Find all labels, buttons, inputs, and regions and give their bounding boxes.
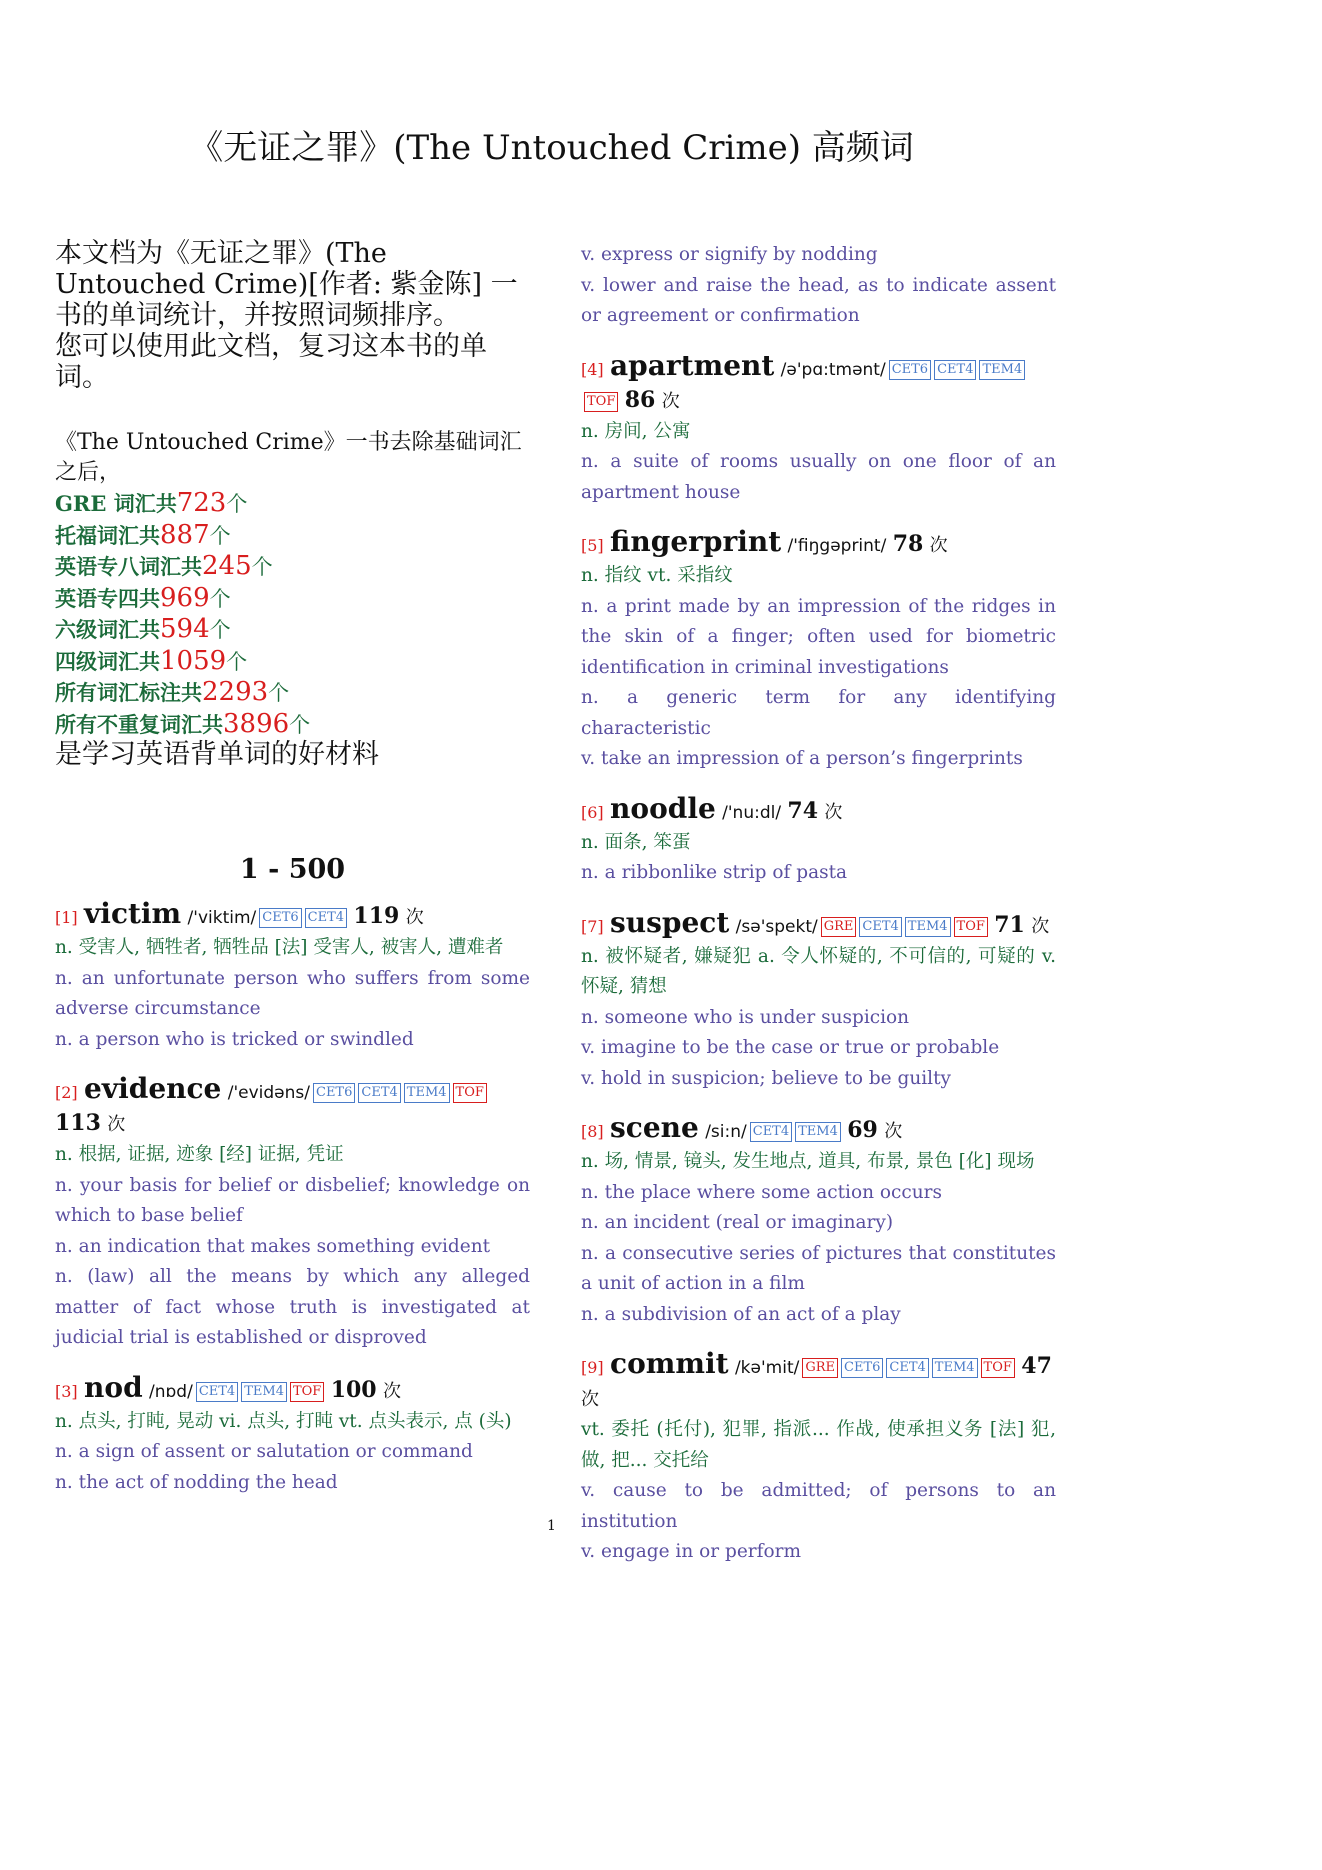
entry-index: [1] bbox=[55, 908, 78, 927]
headword: suspect bbox=[610, 905, 730, 939]
closing-text: 是学习英语背单词的好材料 bbox=[55, 739, 379, 770]
definition-line: v. take an impression of a person’s fingerprints bbox=[581, 748, 1023, 769]
frequency-unit: 次 bbox=[1031, 915, 1050, 937]
stat-unit: 个 bbox=[209, 586, 231, 611]
stat-label: 英语专八词汇共 bbox=[55, 554, 202, 579]
definition-line: n. 点头, 打盹, 晃动 vi. 点头, 打盹 vt. 点头表示, 点 (头) bbox=[55, 1410, 512, 1432]
frequency-count: 113 bbox=[55, 1110, 101, 1136]
definition-line: v. lower and raise the head, as to indicate assent or agreement or confirmation bbox=[581, 274, 1056, 326]
entry-index: [4] bbox=[581, 359, 604, 379]
stat-label: 所有不重复词汇共 bbox=[55, 711, 223, 737]
intro-text bbox=[55, 238, 530, 393]
entry-index: [5] bbox=[581, 536, 604, 555]
word-entry bbox=[581, 791, 1056, 889]
frequency-count: 86 bbox=[624, 386, 656, 413]
stat-number: 3896 bbox=[223, 708, 290, 739]
entry-header bbox=[55, 1370, 530, 1407]
entry-header bbox=[581, 1349, 1056, 1415]
phonetic: /ə'pɑ:tmənt/ bbox=[780, 359, 886, 380]
entry-index: [6] bbox=[581, 802, 604, 822]
exam-tag: TOF bbox=[453, 1083, 487, 1103]
frequency-unit: 次 bbox=[107, 1114, 126, 1135]
intro-line-1: 本文档为《无证之罪》(The Untouched Crime)[作者: 紫金陈] 一书的单词统计，并按照词频排序。 bbox=[55, 238, 518, 331]
phonetic: /'viktim/ bbox=[187, 908, 257, 928]
definition-line: n. an indication that makes something evident bbox=[55, 1235, 491, 1257]
stat-number: 1059 bbox=[160, 645, 227, 676]
stat-label: 英语专四共 bbox=[55, 585, 160, 611]
stat-number: 887 bbox=[160, 519, 210, 550]
stat-unit: 个 bbox=[226, 649, 248, 674]
frequency-count: 47 bbox=[1021, 1353, 1052, 1379]
stat-unit: 个 bbox=[251, 555, 273, 579]
exam-tag: TEM4 bbox=[795, 1122, 841, 1142]
definition-line: n. a subdivision of an act of a play bbox=[581, 1303, 901, 1325]
word-entry bbox=[581, 348, 1056, 509]
definition-line: v. engage in or perform bbox=[581, 1541, 802, 1562]
phonetic: /'fiŋgəprint/ bbox=[787, 536, 887, 556]
frequency-count: 71 bbox=[994, 911, 1025, 938]
exam-tag: TEM4 bbox=[932, 1358, 978, 1378]
stat-number: 594 bbox=[160, 614, 210, 644]
frequency-count: 119 bbox=[353, 903, 400, 929]
word-entry bbox=[55, 1074, 530, 1354]
definition-line: v. hold in suspicion; believe to be guilty bbox=[581, 1067, 951, 1089]
phonetic: /nɒd/ bbox=[149, 1381, 193, 1402]
word-entry bbox=[581, 1113, 1056, 1330]
exam-tag: GRE bbox=[821, 917, 857, 937]
definition-line: vt. 委托 (托付), 犯罪, 指派... 作战, 使承担义务 [法] 犯, 做, 把... 交托给 bbox=[581, 1419, 1056, 1471]
definition-line: v. express or signify by nodding bbox=[581, 244, 878, 265]
definition-line: n. an unfortunate person who suffers from some adverse circumstance bbox=[55, 967, 530, 1019]
headword: apartment bbox=[610, 348, 775, 382]
phonetic: /si:n/ bbox=[705, 1122, 747, 1142]
definition-line: n. a suite of rooms usually on one floor of an apartment house bbox=[581, 451, 1056, 503]
stat-row bbox=[55, 677, 530, 709]
stat-row bbox=[55, 520, 530, 552]
definition-line: n. 被怀疑者, 嫌疑犯 a. 令人怀疑的, 不可信的, 可疑的 v. 怀疑, 猜想 bbox=[581, 945, 1056, 997]
phonetic: /'evidəns/ bbox=[227, 1083, 310, 1103]
stat-number: 969 bbox=[160, 582, 210, 613]
definition-line: n. the act of nodding the head bbox=[55, 1471, 338, 1493]
definition-line: v. imagine to be the case or true or probable bbox=[581, 1037, 1000, 1058]
exam-tag: TEM4 bbox=[979, 360, 1025, 380]
stat-row bbox=[55, 614, 530, 646]
stat-label: 所有词汇标注共 bbox=[55, 680, 202, 705]
stat-unit: 个 bbox=[268, 681, 290, 705]
stat-row bbox=[55, 583, 530, 615]
stat-number: 723 bbox=[176, 488, 227, 518]
entry-header bbox=[581, 348, 1056, 417]
entry-header bbox=[55, 899, 530, 933]
entry-index: [7] bbox=[581, 916, 604, 936]
definition-line: n. a sign of assent or salutation or command bbox=[55, 1441, 473, 1462]
exam-tag: CET4 bbox=[934, 360, 976, 380]
range-heading: 1 - 500 bbox=[239, 854, 346, 885]
exam-tag: TOF bbox=[981, 1358, 1015, 1378]
exam-tag: CET6 bbox=[313, 1083, 355, 1103]
stat-unit: 个 bbox=[226, 492, 248, 516]
definition-line: n. 场, 情景, 镜头, 发生地点, 道具, 布景, 景色 [化] 现场 bbox=[581, 1151, 1035, 1172]
stat-label: 托福词汇共 bbox=[55, 522, 160, 548]
entry-header bbox=[581, 791, 1056, 828]
phonetic: /kə'mit/ bbox=[734, 1358, 800, 1378]
exam-tag: GRE bbox=[802, 1358, 838, 1378]
phonetic: /'nu:dl/ bbox=[722, 802, 782, 823]
exam-tag: TEM4 bbox=[905, 917, 951, 937]
frequency-unit: 次 bbox=[581, 1389, 599, 1410]
stat-unit: 个 bbox=[209, 618, 231, 642]
frequency-unit: 次 bbox=[382, 1380, 401, 1402]
definition-line: v. cause to be admitted; of persons to an institution bbox=[581, 1480, 1056, 1532]
definition-line: n. (law) all the means by which any alleged matter of fact whose truth is investigated at judicial trial is established or disproved bbox=[55, 1266, 530, 1348]
entry-index: [9] bbox=[581, 1358, 604, 1377]
frequency-count: 69 bbox=[847, 1117, 878, 1143]
exam-tag: CET4 bbox=[859, 917, 901, 937]
stat-unit: 个 bbox=[289, 712, 311, 737]
definition-line: n. an incident (real or imaginary) bbox=[581, 1212, 894, 1233]
exam-tag: CET4 bbox=[750, 1122, 792, 1142]
phonetic: /sə'spekt/ bbox=[735, 916, 818, 937]
stat-unit: 个 bbox=[209, 523, 231, 548]
entry-index: [3] bbox=[55, 1381, 78, 1401]
definition-line: n. a person who is tricked or swindled bbox=[55, 1028, 414, 1050]
exam-tag: TEM4 bbox=[404, 1083, 450, 1103]
headword: evidence bbox=[84, 1072, 222, 1105]
exam-tag: CET4 bbox=[196, 1382, 238, 1402]
exam-tag: TEM4 bbox=[241, 1382, 287, 1402]
frequency-count: 100 bbox=[330, 1376, 377, 1403]
stat-number: 2293 bbox=[202, 677, 269, 707]
exam-tag: CET6 bbox=[889, 360, 931, 380]
entry-index: [2] bbox=[55, 1083, 78, 1102]
left-entries bbox=[55, 899, 530, 1498]
frequency-unit: 次 bbox=[405, 907, 424, 928]
exam-tag: TOF bbox=[290, 1382, 324, 1402]
definition-line: n. a ribbonlike strip of pasta bbox=[581, 862, 848, 883]
exam-tag: CET4 bbox=[358, 1083, 400, 1103]
headword: noodle bbox=[610, 791, 716, 825]
stat-row bbox=[55, 646, 530, 678]
definition-line: n. 面条, 笨蛋 bbox=[581, 831, 691, 853]
headword: commit bbox=[610, 1347, 729, 1380]
word-entry bbox=[581, 527, 1056, 775]
headword: scene bbox=[610, 1111, 699, 1144]
stat-label: GRE 词汇共 bbox=[55, 491, 177, 516]
definition-line: n. someone who is under suspicion bbox=[581, 1006, 910, 1028]
page-title: 《无证之罪》(The Untouched Crime) 高频词 bbox=[189, 128, 914, 168]
stat-label: 四级词汇共 bbox=[55, 648, 160, 674]
word-entry bbox=[581, 1349, 1056, 1568]
stats-list bbox=[55, 488, 530, 740]
definition-line: n. 指纹 vt. 采指纹 bbox=[581, 565, 733, 586]
definition-line: n. 根据, 证据, 迹象 [经] 证据, 凭证 bbox=[55, 1144, 344, 1165]
entry-header bbox=[581, 527, 1056, 561]
stat-row bbox=[55, 551, 530, 583]
right-entries bbox=[581, 348, 1056, 1568]
entry-header bbox=[581, 905, 1056, 942]
exam-tag: CET6 bbox=[841, 1358, 883, 1378]
frequency-count: 78 bbox=[892, 531, 924, 557]
left-column bbox=[55, 238, 530, 1517]
entry-header bbox=[581, 1113, 1056, 1147]
definition-line: n. a generic term for any identifying characteristic bbox=[581, 687, 1056, 739]
stat-number: 245 bbox=[202, 551, 252, 581]
exam-tag: TOF bbox=[954, 917, 988, 937]
right-column bbox=[581, 240, 1056, 1587]
frequency-unit: 次 bbox=[661, 390, 680, 412]
headword: fingerprint bbox=[610, 525, 782, 558]
frequency-count: 74 bbox=[787, 797, 819, 824]
headword: victim bbox=[84, 897, 182, 930]
stats-lead: 《The Untouched Crime》一书去除基础词汇之后， bbox=[55, 430, 522, 485]
definition-line: n. 房间, 公寓 bbox=[581, 420, 691, 442]
exam-tag: CET4 bbox=[886, 1358, 928, 1378]
page-number: 1 bbox=[547, 1518, 556, 1534]
headword: nod bbox=[84, 1370, 143, 1404]
definition-line: n. a consecutive series of pictures that constitutes a unit of action in a film bbox=[581, 1242, 1056, 1294]
definition-line: n. the place where some action occurs bbox=[581, 1181, 942, 1203]
definition-line: n. your basis for belief or disbelief; knowledge on which to base belief bbox=[55, 1174, 530, 1226]
exam-tag: TOF bbox=[584, 392, 618, 412]
stat-row bbox=[55, 488, 530, 520]
definition-line: n. a print made by an impression of the ridges in the skin of a finger; often used for biometric identification in criminal investigations bbox=[581, 595, 1056, 678]
intro-line-2: 您可以使用此文档，复习这本书的单词。 bbox=[55, 331, 487, 393]
stat-label: 六级词汇共 bbox=[55, 617, 160, 642]
word-entry bbox=[581, 905, 1056, 1095]
entry-index: [8] bbox=[581, 1122, 604, 1141]
word-entry bbox=[55, 899, 530, 1055]
continued-entry bbox=[581, 240, 1056, 332]
exam-tag: CET4 bbox=[305, 908, 347, 928]
frequency-unit: 次 bbox=[824, 801, 843, 823]
frequency-unit: 次 bbox=[929, 535, 948, 556]
stat-row bbox=[55, 709, 530, 741]
exam-tag: CET6 bbox=[259, 908, 301, 928]
definition-line: n. 受害人, 牺牲者, 牺牲品 [法] 受害人, 被害人, 遭难者 bbox=[55, 937, 504, 958]
frequency-unit: 次 bbox=[884, 1121, 903, 1142]
entry-header bbox=[55, 1074, 530, 1140]
word-entry bbox=[55, 1370, 530, 1499]
